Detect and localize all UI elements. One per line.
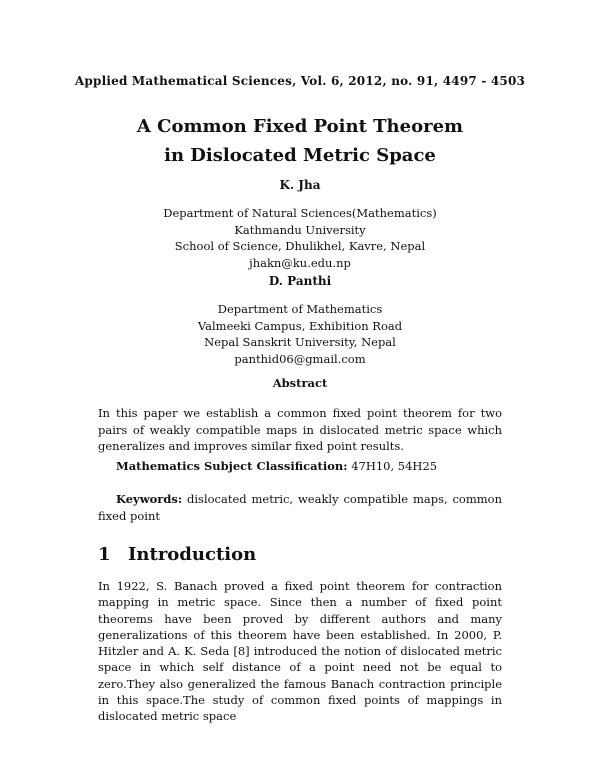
paper-title-line-2: in Dislocated Metric Space xyxy=(164,145,436,166)
author-email-1: jhakn@ku.edu.np xyxy=(249,255,351,270)
affiliation-line: Kathmandu University xyxy=(234,222,366,237)
msc-value: 47H10, 54H25 xyxy=(351,459,438,473)
abstract-text: In this paper we establish a common fixed point theorem for two pairs of weakly compatible maps in dislocated metric space which generalizes and improves similar fixed point results. xyxy=(98,406,502,453)
author-affiliation-2 xyxy=(0,301,600,367)
abstract-heading: Abstract xyxy=(272,376,328,390)
msc-line xyxy=(116,459,506,473)
author-email-2: panthid06@gmail.com xyxy=(234,351,366,366)
msc-label: Mathematics Subject Classification: xyxy=(116,459,348,473)
journal-header: Applied Mathematical Sciences, Vol. 6, 2012, no. 91, 4497 - 4503 xyxy=(74,74,526,88)
section-title: Introduction xyxy=(128,544,257,565)
keywords-value: dislocated metric, weakly compatible maps, common fixed point xyxy=(98,492,502,523)
affiliation-line: School of Science, Dhulikhel, Kavre, Nepal xyxy=(174,239,426,253)
affiliation-line: Department of Natural Sciences(Mathematics) xyxy=(163,206,437,220)
section-heading xyxy=(98,544,256,565)
affiliation-line: Nepal Sanskrit University, Nepal xyxy=(204,335,396,349)
paper-title-line-1: A Common Fixed Point Theorem xyxy=(136,116,464,137)
author-affiliation-1 xyxy=(0,205,600,271)
introduction-text: In 1922, S. Banach proved a fixed point theorem for contraction mapping in metric space. Since then a number of fixed point theorems have been proved by different authors and many generalizations of this theorem have been established. In 2000, P. Hitzler and A. K. Seda [8] introduced the notion of dislocated metric space in which self distance of a point need not be equal to zero.They also generalized the famous Banach contraction principle in this space.The study of common fixed points of mappings in dislocated metric space xyxy=(98,579,502,724)
author-name-1: K. Jha xyxy=(279,178,321,192)
affiliation-line: Department of Mathematics xyxy=(217,302,383,316)
affiliation-line: Valmeeki Campus, Exhibition Road xyxy=(197,318,403,333)
section-number: 1 xyxy=(98,544,111,565)
keywords-label: Keywords: xyxy=(116,492,183,506)
keywords-line xyxy=(98,491,502,524)
author-name-2: D. Panthi xyxy=(268,274,332,288)
